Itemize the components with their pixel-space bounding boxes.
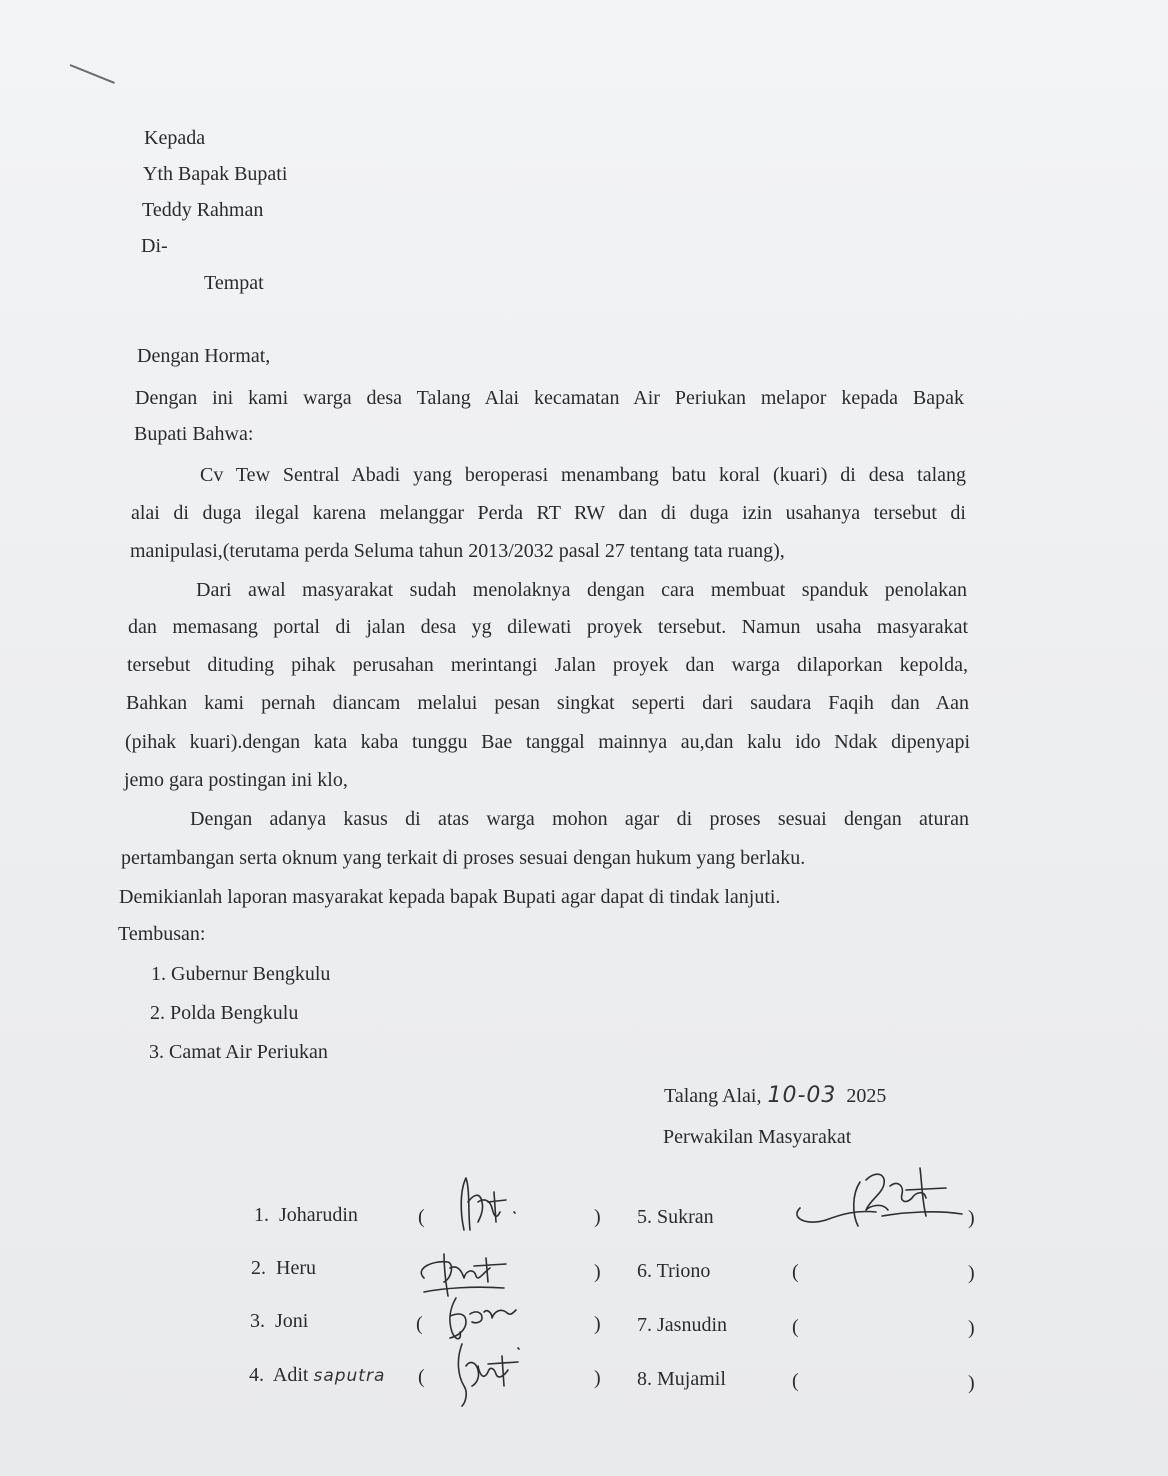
para2-line-4: Bahkan kami pernah diancam melalui pesan singkat seperti dari saudara Faqih dan Aan (126, 692, 969, 714)
para3-line-2: pertambangan serta oknum yang terkait di proses sesuai dengan hukum yang berlaku. (121, 847, 806, 869)
signatory-1 (254, 1205, 358, 1225)
pen-mark (70, 64, 115, 84)
para2-line-6: jemo gara postingan ini klo, (124, 769, 348, 791)
signature-adit (448, 1336, 528, 1411)
signatory-6 (637, 1261, 710, 1281)
signatory-8-name: Mujamil (657, 1368, 726, 1390)
bracket-close-6: ) (968, 1262, 975, 1284)
intro-line-2: Bupati Bahwa: (134, 423, 254, 445)
tembusan-label: Tembusan: (118, 923, 206, 945)
para1-line-1: Cv Tew Sentral Abadi yang beroperasi menambang batu koral (kuari) di desa talang (200, 464, 966, 486)
bracket-close-8: ) (968, 1372, 975, 1394)
signatory-3 (250, 1311, 308, 1331)
signature-sukran (786, 1160, 966, 1240)
bracket-close-1: ) (594, 1206, 601, 1228)
para3-line-1: Dengan adanya kasus di atas warga mohon agar di proses sesuai dengan aturan (190, 808, 969, 830)
bracket-open-4: ( (418, 1366, 425, 1388)
signatory-4-handwritten-suffix: saputra (313, 1366, 386, 1386)
closing-line: Demikianlah laporan masyarakat kepada bapak Bupati agar dapat di tindak lanjuti. (119, 886, 781, 908)
signatory-6-name: Triono (656, 1260, 711, 1282)
date-year: 2025 (846, 1085, 887, 1107)
bracket-open-8: ( (792, 1370, 799, 1392)
tembusan-item-1: 1. Gubernur Bengkulu (151, 963, 331, 985)
salutation: Dengan Hormat, (137, 345, 271, 367)
para2-line-5: (pihak kuari).dengan kata kaba tunggu Bae tanggal mainnya au,dan kalu ido Ndak dipenyapi (125, 731, 970, 753)
bracket-open-3: ( (416, 1313, 423, 1335)
para2-line-2: dan memasang portal di jalan desa yg dilewati proyek tersebut. Namun usaha masyarakat (128, 616, 968, 638)
signatory-2-num: 2. (251, 1257, 266, 1279)
recipient-line-2: Teddy Rahman (142, 199, 264, 221)
signature-joharudin (450, 1172, 530, 1242)
signatory-8 (637, 1369, 726, 1389)
signatory-8-num: 8. (637, 1368, 652, 1390)
para1-line-2: alai di duga ilegal karena melanggar Perda RT RW dan di duga izin usahanya tersebut di (131, 502, 966, 524)
para1-line-3: manipulasi,(terutama perda Seluma tahun 2013/2032 pasal 27 tentang tata ruang), (130, 540, 785, 562)
signatory-7-num: 7. (637, 1314, 652, 1336)
recipient-line-1: Yth Bapak Bupati (143, 163, 288, 185)
signatory-2 (251, 1258, 316, 1278)
signatory-2-name: Heru (276, 1257, 316, 1279)
bracket-open-1: ( (418, 1206, 425, 1228)
recipient-kepada: Kepada (144, 127, 206, 149)
recipient-tempat: Tempat (204, 272, 264, 294)
signatory-6-num: 6. (637, 1260, 652, 1282)
bracket-open-6: ( (792, 1261, 799, 1283)
signatory-4 (249, 1365, 385, 1385)
recipient-di: Di- (141, 235, 168, 257)
bracket-close-3: ) (594, 1313, 601, 1335)
date-place: Talang Alai, (664, 1085, 762, 1107)
bracket-close-2: ) (594, 1261, 601, 1283)
signatory-1-num: 1. (254, 1204, 269, 1226)
representative-label: Perwakilan Masyarakat (663, 1126, 852, 1148)
signatory-4-name: Adit (272, 1364, 309, 1386)
date-line (664, 1085, 886, 1107)
para2-line-3: tersebut dituding pihak perusahan merintangi Jalan proyek dan warga dilaporkan kepolda, (127, 654, 968, 676)
signatory-1-name: Joharudin (279, 1204, 358, 1226)
para2-line-1: Dari awal masyarakat sudah menolaknya dengan cara membuat spanduk penolakan (196, 579, 967, 601)
date-handwritten: 10-03 (767, 1083, 837, 1108)
signatory-4-num: 4. (249, 1364, 264, 1386)
bracket-open-7: ( (792, 1316, 799, 1338)
tembusan-item-2: 2. Polda Bengkulu (150, 1002, 299, 1024)
signatory-5 (637, 1207, 714, 1227)
signatory-5-num: 5. (637, 1206, 652, 1228)
tembusan-item-3: 3. Camat Air Periukan (149, 1041, 328, 1063)
signatory-5-name: Sukran (657, 1206, 714, 1228)
bracket-close-4: ) (594, 1367, 601, 1389)
signatory-3-num: 3. (250, 1310, 265, 1332)
signatory-7 (637, 1315, 727, 1335)
bracket-close-7: ) (968, 1317, 975, 1339)
intro-line-1: Dengan ini kami warga desa Talang Alai kecamatan Air Periukan melapor kepada Bapak (135, 387, 964, 409)
signatory-3-name: Joni (275, 1310, 309, 1332)
bracket-close-5: ) (968, 1207, 975, 1229)
signatory-7-name: Jasnudin (657, 1314, 727, 1336)
